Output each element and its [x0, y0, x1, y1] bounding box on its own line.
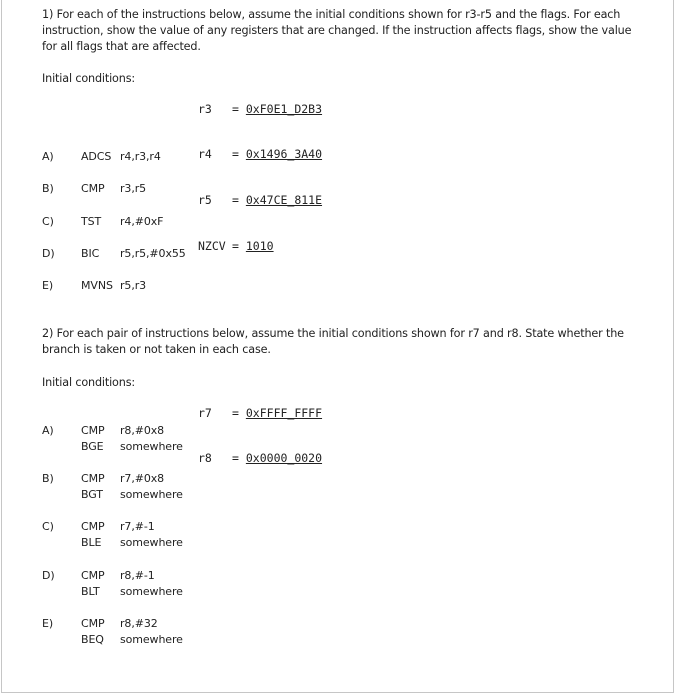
item-mnemonic: ADCS	[81, 150, 112, 163]
branch-target: somewhere	[120, 633, 183, 646]
compare-mnemonic: CMP	[81, 424, 105, 437]
compare-operands: r7,#0x8	[120, 472, 165, 485]
branch-mnemonic: BGE	[81, 440, 104, 453]
q1-condition-r4: r4 = 0x1496_3A40	[198, 147, 323, 162]
q2-conditions-block	[198, 375, 322, 497]
compare-mnemonic: CMP	[81, 472, 105, 485]
item-letter: A)	[42, 424, 54, 437]
compare-mnemonic: CMP	[81, 617, 105, 630]
item-letter: A)	[42, 150, 54, 163]
compare-operands: r8,#-1	[120, 569, 155, 582]
q2-initial-conditions-label: Initial conditions:	[42, 376, 135, 389]
item-letter: E)	[42, 279, 54, 292]
compare-mnemonic: CMP	[81, 569, 105, 582]
compare-operands: r8,#32	[120, 617, 158, 630]
q2-condition-r8: r8 = 0x0000_0020	[198, 451, 323, 466]
compare-operands: r7,#-1	[120, 520, 155, 533]
q1-conditions-block	[198, 71, 322, 285]
branch-target: somewhere	[120, 488, 183, 501]
item-letter: C)	[42, 520, 54, 533]
question-2-prompt: 2) For each pair of instructions below, assume the initial conditions shown for r7 and r8. State whether the branch is taken or not taken in each case.	[42, 327, 624, 356]
q2-condition-r7: r7 = 0xFFFF_FFFF	[198, 405, 323, 420]
item-letter: B)	[42, 182, 54, 195]
q1-condition-nzcv: NZCV = 1010	[198, 239, 274, 254]
branch-target: somewhere	[120, 585, 183, 598]
item-mnemonic: BIC	[81, 247, 100, 260]
item-mnemonic: TST	[81, 215, 102, 228]
q1-condition-r5: r5 = 0x47CE_811E	[198, 193, 323, 208]
compare-mnemonic: CMP	[81, 520, 105, 533]
item-mnemonic: MVNS	[81, 279, 113, 292]
branch-mnemonic: BGT	[81, 488, 103, 501]
branch-mnemonic: BLT	[81, 585, 100, 598]
branch-mnemonic: BLE	[81, 536, 102, 549]
item-letter: D)	[42, 569, 55, 582]
question-1-prompt: 1) For each of the instructions below, assume the initial conditions shown for r3-r5 and the flags. For each instruction, show the value of any registers that are changed. If the instruction affects flags, show the value for all flags that are affected.	[42, 8, 632, 53]
q1-condition-r3: r3 = 0xF0E1_D2B3	[198, 101, 323, 116]
item-letter: E)	[42, 617, 54, 630]
branch-mnemonic: BEQ	[81, 633, 104, 646]
document-page	[1, 0, 674, 693]
item-operands: r5,r3	[120, 279, 147, 292]
branch-target: somewhere	[120, 536, 183, 549]
item-letter: C)	[42, 215, 54, 228]
item-letter: B)	[42, 472, 54, 485]
branch-target: somewhere	[120, 440, 183, 453]
item-operands: r5,r5,#0x55	[120, 247, 186, 260]
item-mnemonic: CMP	[81, 182, 105, 195]
compare-operands: r8,#0x8	[120, 424, 165, 437]
q1-initial-conditions-label: Initial conditions:	[42, 72, 135, 85]
item-operands: r3,r5	[120, 182, 147, 195]
item-letter: D)	[42, 247, 55, 260]
item-operands: r4,#0xF	[120, 215, 164, 228]
item-operands: r4,r3,r4	[120, 150, 161, 163]
